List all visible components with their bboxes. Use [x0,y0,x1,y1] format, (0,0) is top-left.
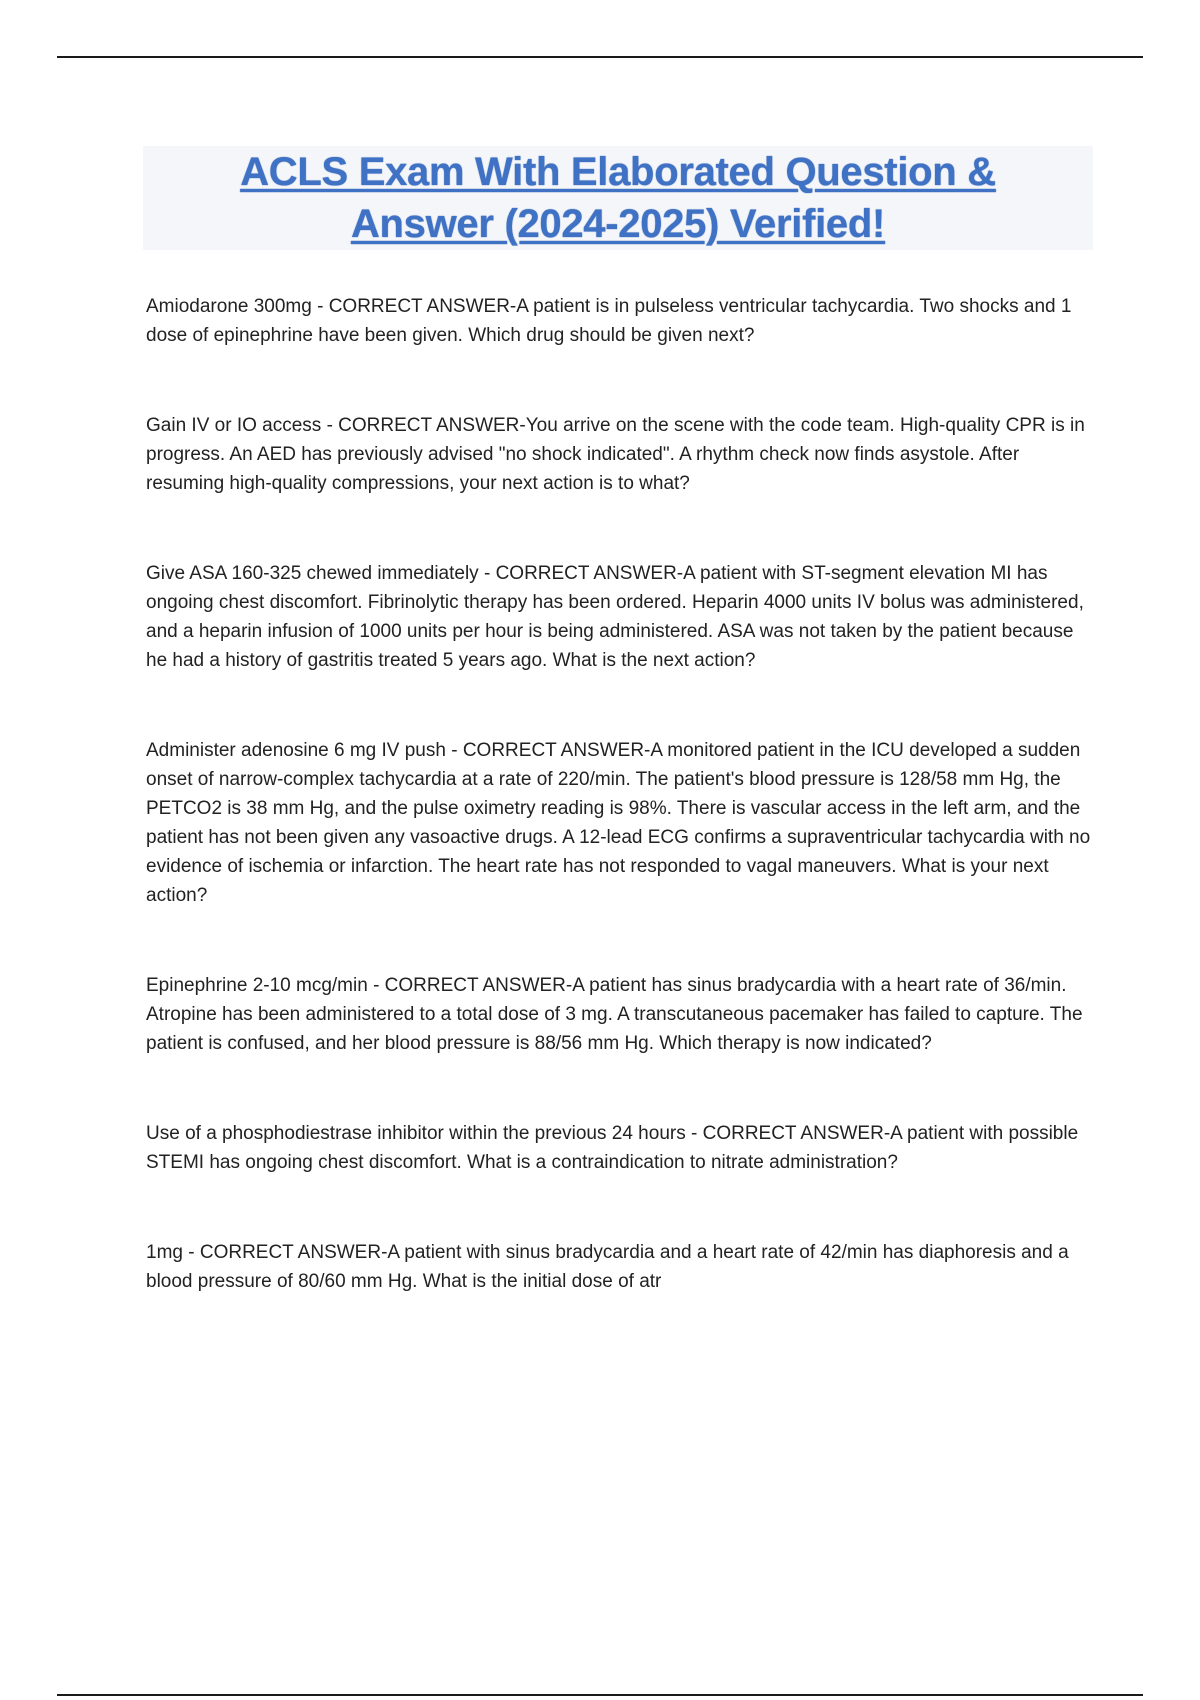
qa-item: Epinephrine 2-10 mcg/min - CORRECT ANSWER-A patient has sinus bradycardia with a heart rate of 36/min. Atropine has been administered to a total dose of 3 mg. A transcutaneous pacemaker has failed to capture. The patient is confused, and her blood pressure is 88/56 mm Hg. Which therapy is now indicated? [146,975,1083,1054]
qa-item: Give ASA 160-325 chewed immediately - CORRECT ANSWER-A patient with ST-segment elevation MI has ongoing chest discomfort. Fibrinolytic therapy has been ordered. Heparin 4000 units IV bolus was administered, and a heparin infusion of 1000 units per hour is being administered. ASA was not taken by the patient because he had a history of gastritis treated 5 years ago. What is the next action? [146,563,1084,671]
qa-item: Administer adenosine 6 mg IV push - CORRECT ANSWER-A monitored patient in the ICU developed a sudden onset of narrow-complex tachycardia at a rate of 220/min. The patient's blood pressure is 128/58 mm Hg, the PETCO2 is 38 mm Hg, and the pulse oximetry reading is 98%. There is vascular access in the left arm, and the patient has not been given any vasoactive drugs. A 12-lead ECG confirms a supraventricular tachycardia with no evidence of ischemia or infarction. The heart rate has not responded to vagal maneuvers. What is your next action? [146,740,1091,906]
qa-item: 1mg - CORRECT ANSWER-A patient with sinus bradycardia and a heart rate of 42/min has diaphoresis and a blood pressure of 80/60 mm Hg. What is the initial dose of atr [146,1242,1069,1292]
qa-item: Amiodarone 300mg - CORRECT ANSWER-A patient is in pulseless ventricular tachycardia. Two shocks and 1 dose of epinephrine have been given. Which drug should be given next? [146,296,1072,346]
header-rule [57,56,1143,58]
qa-item: Gain IV or IO access - CORRECT ANSWER-You arrive on the scene with the code team. High-quality CPR is in progress. An AED has previously advised "no shock indicated". A rhythm check now finds asystole. After resuming high-quality compressions, your next action is to what? [146,415,1085,494]
qa-item: Use of a phosphodiestrase inhibitor within the previous 24 hours - CORRECT ANSWER-A patient with possible STEMI has ongoing chest discomfort. What is a contraindication to nitrate administration? [146,1123,1079,1173]
title-line-1: ACLS Exam With Elaborated Question & [240,150,996,194]
question-answer-list [146,292,1096,1296]
title-line-2: Answer (2024-2025) Verified! [350,202,886,246]
document-title [240,146,996,250]
footer-rule [57,1694,1143,1696]
title-banner [143,146,1093,250]
